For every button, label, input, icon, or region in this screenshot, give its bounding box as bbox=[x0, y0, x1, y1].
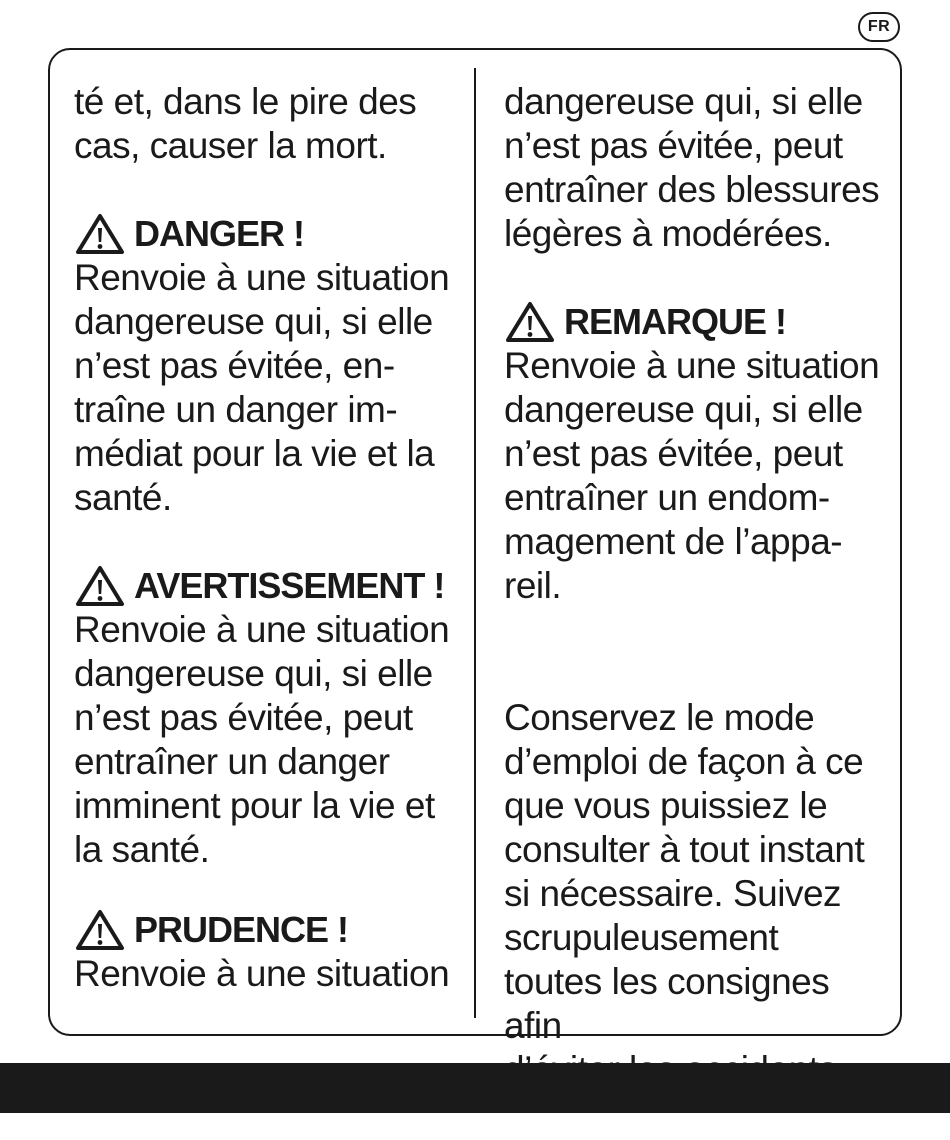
notice-body: Renvoie à une situation dangereuse qui, si elle n’est pas évitée, peut entraîner un endom- magement de l’appa- reil. bbox=[504, 345, 880, 606]
danger-title: DANGER ! bbox=[134, 213, 304, 254]
caution-continued-text: dangereuse qui, si elle n’est pas évitée, peut entraîner des blessures légères à modérées. bbox=[504, 81, 880, 254]
warning-triangle-icon bbox=[74, 564, 126, 608]
warning-heading bbox=[74, 564, 459, 608]
caution-title: PRUDENCE ! bbox=[134, 909, 349, 950]
keep-manual-text: Conservez le mode d’emploi de façon à ce que vous puissiez le consulter à tout instant si nécessaire. Suivez scrupuleusement toutes les consignes afin bbox=[504, 697, 865, 1046]
right-column bbox=[504, 80, 884, 1092]
caution-heading bbox=[74, 908, 459, 952]
warning-triangle-icon bbox=[74, 908, 126, 952]
notice-heading bbox=[504, 300, 884, 344]
warning-triangle-icon bbox=[74, 212, 126, 256]
caution-body: Renvoie à une situation bbox=[74, 953, 450, 994]
language-badge bbox=[858, 12, 900, 42]
warning-body: Renvoie à une situation dangereuse qui, si elle n’est pas évitée, peut entraîner un danger imminent pour la vie et la santé. bbox=[74, 609, 450, 870]
warning-triangle-icon bbox=[504, 300, 556, 344]
warning-title: AVERTISSEMENT ! bbox=[134, 565, 445, 606]
danger-heading bbox=[74, 212, 459, 256]
language-label: FR bbox=[867, 18, 891, 35]
left-column bbox=[74, 80, 459, 996]
notice-title: REMARQUE ! bbox=[564, 301, 786, 342]
danger-body: Renvoie à une situation dangereuse qui, si elle n’est pas évitée, en- traîne un danger im- médiat pour la vie et la santé. bbox=[74, 257, 450, 518]
column-divider bbox=[474, 68, 476, 1018]
intro-text: té et, dans le pire des cas, causer la mort. bbox=[74, 81, 417, 166]
footer-bar bbox=[0, 1063, 950, 1113]
